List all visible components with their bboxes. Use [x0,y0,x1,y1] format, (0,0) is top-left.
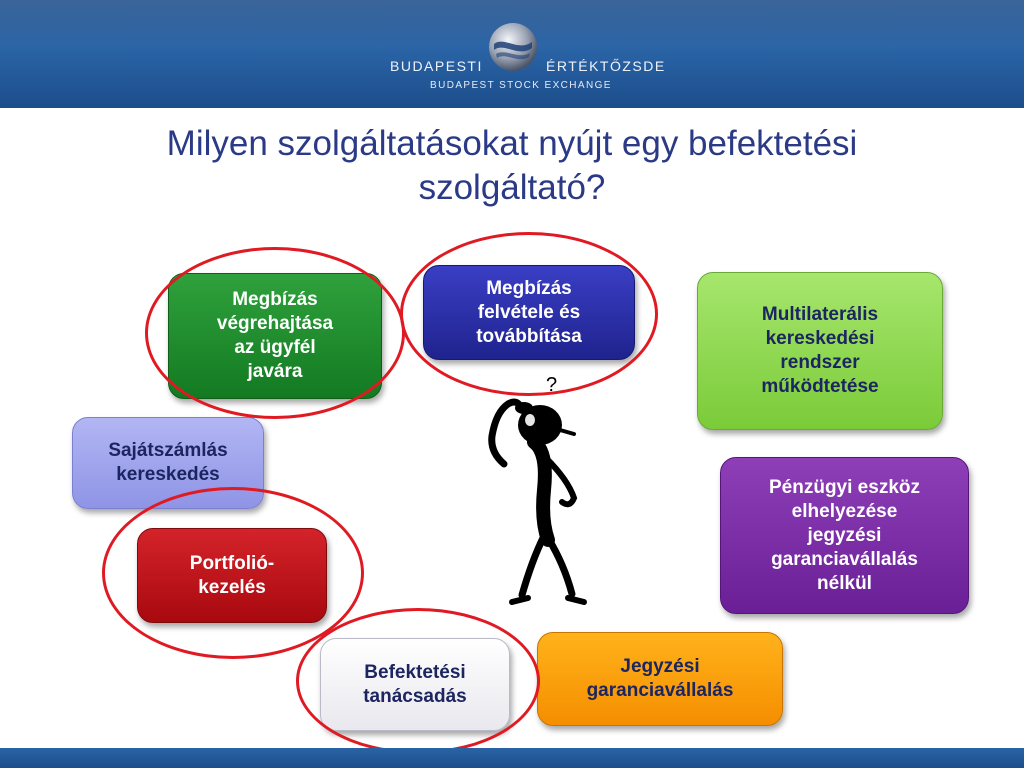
footer-bar [0,748,1024,768]
box-text: tanácsadás [363,685,467,707]
box-text: Pénzügyi eszköz [769,476,920,498]
box-text: elhelyezése [791,500,898,522]
box-text: felvétele és [477,301,581,323]
box-portfolio-management [137,528,327,623]
box-underwriting [537,632,783,726]
title-line-1: Milyen szolgáltatásokat nyújt egy befektetési [166,124,858,163]
box-text: Portfolió- [189,552,275,574]
box-text: kezelés [198,576,266,598]
box-text: garanciavállalás [586,680,734,701]
box-text: nélkül [817,572,872,594]
box-text: Befektetési [364,661,466,683]
box-mtf-operation [697,272,943,430]
question-mark: ? [546,374,558,396]
box-text: Megbízás [486,277,572,299]
title-line-2: szolgáltató? [418,168,606,207]
box-order-reception [423,265,635,360]
box-text: Multilaterális [761,304,879,325]
box-text: kereskedési [765,328,875,349]
logo-subtitle: BUDAPEST STOCK EXCHANGE [430,80,612,91]
box-proprietary-trading [72,417,264,509]
box-text: rendszer [780,352,860,373]
box-text: Sajátszámlás [108,440,228,461]
box-text: az ügyfél [234,337,316,358]
bse-emblem-icon [488,22,538,72]
box-text: Jegyzési [620,656,700,677]
box-order-execution [168,273,382,399]
box-text: továbbítása [476,325,582,347]
box-text: végrehajtása [216,313,334,334]
thinking-stick-figure-icon [478,374,598,610]
box-text: működtetése [761,376,879,397]
box-text: jegyzési [807,524,882,546]
logo-text-left: BUDAPESTI [390,58,483,74]
box-investment-advice [320,638,510,731]
box-text: kereskedés [116,464,220,485]
box-text: garanciavállalás [771,548,918,570]
box-text: Megbízás [232,289,318,310]
box-text: javára [247,361,303,382]
box-placement-without-underwriting [720,457,969,614]
header-banner [0,0,1024,108]
page-title [40,122,984,210]
logo-text-right: ÉRTÉKTŐZSDE [546,58,666,74]
